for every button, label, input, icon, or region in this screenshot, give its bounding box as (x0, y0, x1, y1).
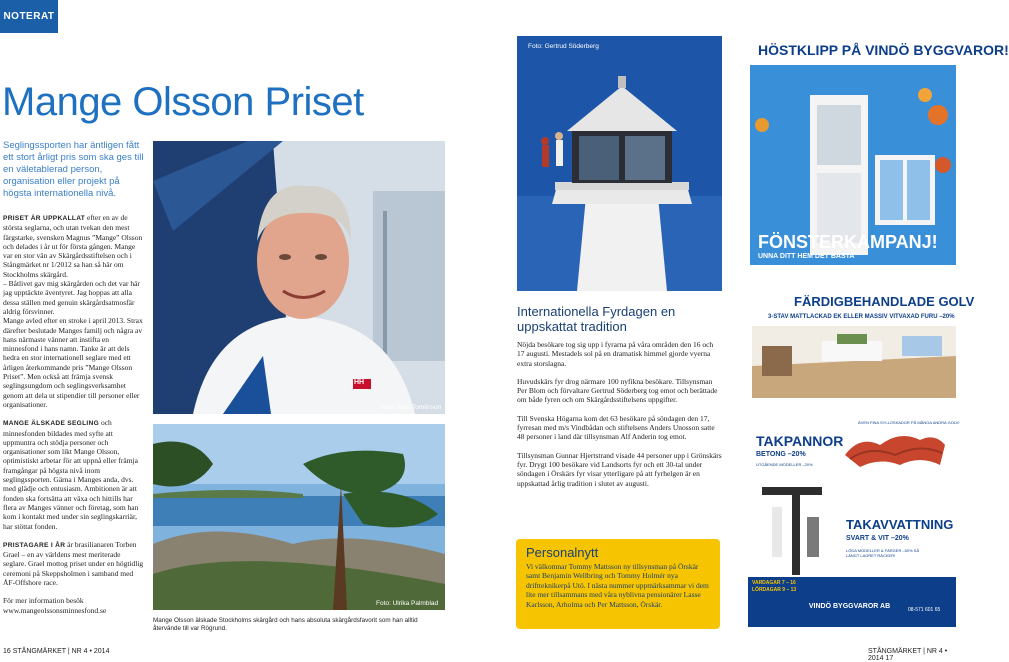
folio-left: 16 STÅNGMÄRKET | NR 4 • 2014 (3, 648, 110, 655)
paragraph: Huvudskärs fyr drog närmare 100 nyfikna besökare. Tillsynsman Per Blom och förvaltare Gertrud Söderberg tog emot och berättade om både fyren och om Skärgårdsstiftelsens uppgifter. (517, 376, 718, 405)
lighthouse-heading: Internationella Fyrdagen en uppskattat tradition (517, 304, 676, 334)
roof-title: TAKPANNOR (756, 433, 844, 449)
photo-credit-portrait: Foto: Rick Tomlinson (381, 404, 442, 411)
floor-note: ÄVEN FINA SYLLOSKADOR PÅ MÅNGA ANDRA GOLV! (858, 420, 960, 425)
gutter-sub: SVART & VIT –20% (846, 535, 909, 542)
ad-footer (748, 577, 956, 627)
landscape-photo (153, 424, 445, 610)
gutter-note: LÖDA MODELLER & FÄRGER –50% SÅ LÄNGT LAGRET RÄCKER! (846, 548, 920, 558)
paragraph: Mange avled efter en stroke i april 2013. Strax därefter beslutade Manges familj och några av hans närmaste vänner att instifta en minnesfond i hans namn. Tanke är att dels hedra en stor internationell seglare med ett årligen återkommande pris ”Mange Olsson Priset”. Men också att främja svensk seglingsungdom och seglingsverksamhet genom att dela ut stipendier till personer eller organisationer. (3, 316, 143, 409)
photo-credit-landscape: Foto: Ulrika Palmblad (376, 600, 439, 607)
vindo-logo-text: VINDÖ BYGGVAROR AB (808, 602, 891, 610)
personal-news-box (516, 539, 720, 629)
intro-text: Seglingssporten har äntligen fått ett stort årligt pris som ska ges till en väletablerad person, organisation eller projekt på högsta internationella nivå. (3, 140, 144, 199)
floor-illustration (752, 326, 956, 398)
vindo-logo (808, 597, 891, 615)
vindo-advertisement (748, 37, 1009, 627)
floor-title: FÄRDIGBEHANDLADE GOLV (794, 294, 975, 309)
personal-heading: Personalnytt (526, 545, 599, 560)
phone-number: 08-571 601 65 (908, 607, 941, 613)
lighthouse-photo (517, 36, 722, 291)
portrait-illustration (153, 141, 445, 414)
campaign-sub: UNNA DITT HEM DET BÄSTA (758, 253, 855, 260)
roof-sub: BETONG –20% (756, 451, 806, 458)
paragraph: Tillsynsman Gunnar Hjertstrand visade 44 personer upp i Grönskärs fyr. Drygt 100 besökare vid Landsorts fyr och ett 30-tal under söndagen i Örskärs fyr visar ytterligare på att fyrhelgen är en uppskattad årlig tradition i slutet av augusti. (517, 450, 722, 488)
floor-sub: 3-STAV MATTLACKAD EK ELLER MASSIV VITVAXAD FURU –20% (768, 314, 955, 320)
landscape-illustration (153, 424, 445, 610)
hh-logo: HH (354, 379, 365, 386)
folio-right: STÅNGMÄRKET | NR 4 • 2014 17 (868, 648, 948, 662)
floor-photo (752, 326, 956, 398)
page-title: Mange Olsson Priset (2, 80, 364, 124)
ad-banner: HÖSTKLIPP PÅ VINDÖ BYGGVAROR! (758, 42, 1009, 58)
paragraph: PRISTAGARE I ÅR är brasilianaren Torben Grael – en av världens mest meriterade seglare. Grael mottog priset under en högtidlig ceremoni på Skeppsholmen i samband med ÅF-Offshore race. (3, 539, 144, 587)
campaign-title: FÖNSTERKAMPANJ! (758, 232, 938, 252)
lighthouse-article (517, 340, 722, 488)
gutter-illustration (752, 477, 842, 587)
store-hours: VARDAGAR 7 – 16 LÖRDAGAR 9 – 13 (752, 580, 797, 593)
photo-credit-lighthouse: Foto: Gertrud Söderberg (528, 43, 599, 50)
portrait-photo (153, 141, 445, 414)
landscape-caption: Mange Olsson älskade Stockholms skärgård och hans absoluta skärgårdsfavorit som han alltid återvände till var Rögrund. (153, 617, 418, 632)
paragraph: MANGE ÄLSKADE SEGLING och minnesfonden bildades med syfte att uppmuntra och stödja personer och organisationer som likt Mange Olsson, optimistiskt arbetar för att uppnå eller främja framgångar på högsta nivå inom seglingssporten. Gärna i Manges anda, dvs. med glädje och entusiasm. Ambitionen är att fonden ska fortsätta att växa och hittills har flera av Manges vänner och företag, som han kom i kontakt med under sin seglingskarriär, har stöttat fonden. (3, 418, 139, 531)
roof-note: UTGÅENDE MODELLER –20% (756, 462, 813, 467)
paragraph: PRISET ÄR UPPKALLAT efter en av de största seglarna, och utan tvekan den mest färgstarke, svensken Magnus ”Mange” Olsson och delades i år ut för första gången. Mange var en stor vän av Skärgårdsstiftelsen och i Stångmärket nr 1/2012 sa han så här om Stockholms skärgård. (3, 213, 143, 279)
paragraph: Till Svenska Högarna kom det 63 besökare på söndagen den 17, fyrresan med m/s Vindbådan och stiftelsens Anders Unosson satte 48 personer i land där tillsynsman Alf Anderin tog emot. (517, 413, 715, 442)
gutter-title: TAKAVVATTNING (846, 517, 954, 532)
roof-tile-image (840, 425, 950, 475)
paragraph: Nöjda besökare tog sig upp i fyrarna på våra områden den 16 och 17 augusti. Mestadels sol på en dramatisk himmel gjorde vyerna extra storslagna. (517, 340, 714, 368)
article-column (3, 213, 145, 615)
paragraph: – Båtlivet gav mig skärgården och det var här jag upptäckte äventyret. Jag hoppas att alla dessa ställen med genuin skärgårdsatmosfär aldrig försvinner. (3, 279, 140, 316)
section-tag: NOTERAT (0, 0, 58, 33)
personal-text: Vi välkomnar Tommy Mattsson ny tillsynsman på Örskär samt Benjamin Wellbring och Tommy Holmér nya driftteknikerpå Utö. I nästa nummer uppmärksammar vi dem lite mer tillsammans med våra nyblivna pensionärer Lasse Karlsson, Arholma och Per Mattsson, Örskär. (526, 562, 709, 609)
paragraph: För mer information besök www.mangeolssonsminnesfond.se (3, 596, 107, 615)
gutter-photo (752, 477, 842, 587)
lighthouse-illustration (517, 36, 722, 291)
